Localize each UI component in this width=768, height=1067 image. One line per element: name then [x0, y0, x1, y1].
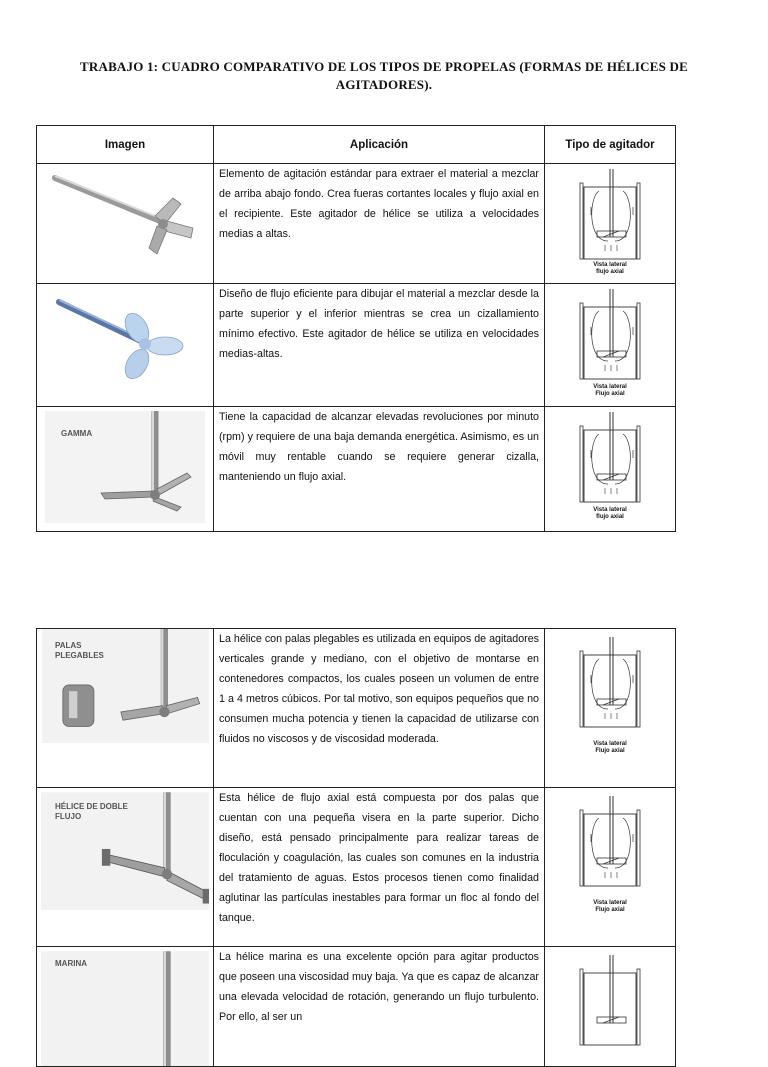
agitator-type-cell: [545, 284, 676, 407]
photo-label: HÉLICE DE DOBLE FLUJO: [55, 802, 128, 821]
application-text: Elemento de agitación estándar para extraer el material a mezclar de arriba abajo fondo. Crea fueras cortantes locales y flujo axial en el recipiente. Este agitador de hélice se utiliza a velocidades medias a altas.: [214, 164, 545, 284]
diagram-label: Vista lateral: [593, 900, 627, 906]
application-text: La hélice marina es una excelente opción para agitar productos que poseen una viscosidad muy baja. Ya que es capaz de alcanzar una elevada velocidad de rotación, generando un flujo turbulento. Por ello, al ser un: [214, 947, 545, 1067]
agitator-type-cell: [545, 629, 676, 788]
propeller-photo-cell: [37, 407, 214, 532]
axial-flow-diagram: [577, 410, 643, 518]
header-image: Imagen: [37, 126, 214, 164]
comparison-table-continued: [36, 628, 676, 1067]
agitator-type-cell: [545, 164, 676, 284]
table-row: [37, 407, 676, 532]
propeller-photo-cell: [37, 947, 214, 1067]
axial-flow-diagram: [577, 953, 643, 1061]
propeller-photo-cell: [37, 788, 214, 947]
axial-flow-diagram: [577, 167, 643, 275]
diagram-label: Flujo axial: [595, 907, 625, 913]
table-row: [37, 947, 676, 1067]
propeller-photo-cell: [37, 284, 214, 407]
photo-label: MARINA: [55, 959, 87, 968]
photo-label: PALAS PLEGABLES: [55, 641, 104, 660]
diagram-label: Vista lateral: [593, 262, 627, 268]
diagram-label: Vista lateral: [593, 384, 627, 390]
header-type: Tipo de agitador: [545, 126, 676, 164]
application-text: La hélice con palas plegables es utilizada en equipos de agitadores verticales grande y mediano, con el objetivo de montarse en contenedores compactos, los cuales poseen un volumen de entre 1 a 4 metros cúbicos. Por tal motivo, son equipos pequeños que no consumen mucha potencia y tienen la capacidad de utilizarse con fluidos no viscosos y de viscosidad moderada.: [214, 629, 545, 788]
photo-label: GAMMA: [61, 429, 93, 438]
document-title: TRABAJO 1: CUADRO COMPARATIVO DE LOS TIPOS DE PROPELAS (FORMAS DE HÉLICES DE AGITADORES).: [80, 59, 688, 92]
diagram-label: flujo axial: [596, 269, 624, 275]
table-header-row: [37, 126, 676, 164]
table-row: [37, 284, 676, 407]
axial-flow-diagram: [577, 794, 643, 902]
diagram-label: Flujo axial: [595, 391, 625, 397]
agitator-type-cell: [545, 788, 676, 947]
application-text: Tiene la capacidad de alcanzar elevadas revoluciones por minuto (rpm) y requiere de una baja demanda energética. Asimismo, es un móvil muy rentable cuando se requiere generar cizalla, manteniendo un flujo axial.: [214, 407, 545, 532]
table-row: [37, 164, 676, 284]
axial-flow-diagram: [577, 635, 643, 743]
axial-flow-diagram: [577, 287, 643, 395]
propeller-photo: [45, 409, 205, 523]
table-row: [37, 629, 676, 788]
table-row: [37, 788, 676, 947]
agitator-type-cell: [545, 947, 676, 1067]
diagram-label: Vista lateral: [593, 507, 627, 513]
header-application: Aplicación: [214, 126, 545, 164]
application-text: Esta hélice de flujo axial está compuesta por dos palas que cuentan con una pequeña visera en la parte superior. Dicho diseño, está pensado principalmente para realizar tareas de floculación y coagulación, las cuales son comunes en la industria del tratamiento de aguas. Estos procesos tienen como finalidad aglutinar las partículas inestables para formar un floc al fondo del tanque.: [214, 788, 545, 947]
diagram-label: flujo axial: [596, 514, 624, 520]
agitator-type-cell: [545, 407, 676, 532]
diagram-label: Flujo axial: [595, 748, 625, 754]
propeller-photo: [45, 168, 205, 278]
application-text: Diseño de flujo eficiente para dibujar el material a mezclar desde la parte superior y el inferior mientras se crea un cizallamiento mínimo efectivo. Este agitador de hélice se utiliza en velocidades medias-altas.: [214, 284, 545, 407]
propeller-photo-cell: [37, 164, 214, 284]
propeller-photo: [45, 288, 205, 398]
propeller-photo-cell: [37, 629, 214, 788]
diagram-label: Vista lateral: [593, 741, 627, 747]
comparison-table: [36, 125, 676, 532]
